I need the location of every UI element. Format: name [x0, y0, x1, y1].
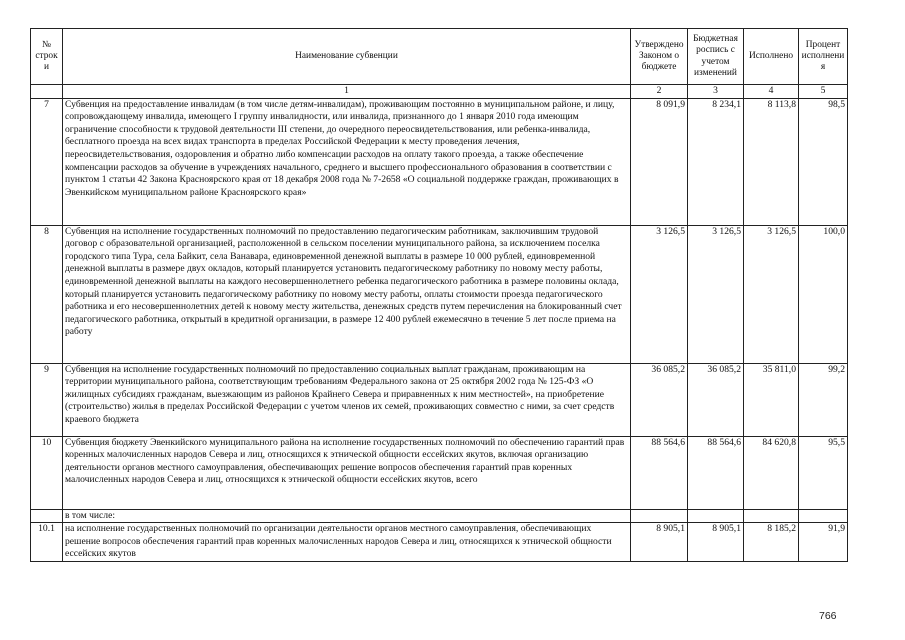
table-row: [31, 509, 848, 523]
column-number: 2: [631, 85, 688, 99]
row-number: 7: [31, 98, 63, 225]
executed-value: [744, 509, 799, 523]
budget-value: [688, 509, 744, 523]
column-number: 5: [799, 85, 848, 99]
table-row: [31, 436, 848, 509]
page-number: 766: [819, 610, 837, 622]
table-row: [31, 98, 848, 225]
header-name: Наименование субвенции: [63, 29, 631, 85]
row-number: [31, 509, 63, 523]
row-number: 10.1: [31, 523, 63, 562]
subvention-name: Субвенция на исполнение государственных полномочий по предоставлению педагогическим работникам, заключившим трудовой договор с образовательной организацией, расположенной в сельском поселении муниципального района, за исключением поселка городского типа Тура, села Байкит, села Ванавара, единовременной денежной выплаты в размере 10 000 рублей, единовременной денежной выплаты в размере двух окладов, который планируется установить педагогическому работнику по новому месту работы, единовременной денежной выплаты на каждого несовершеннолетнего ребенка педагогического работника в размере половины оклада, который планируется установить педагогическому работнику по новому месту работы, оплаты стоимости проезда педагогического работника и его несовершеннолетних детей к новому месту жительства, денежных средств путем перечисления на блокированный счет педагогического работника, открытый в кредитной организации, в размере 12 400 рублей ежемесячно в течение 5 лет после приема на работу: [63, 225, 631, 363]
percent-value: 98,5: [799, 98, 848, 225]
column-number: 3: [688, 85, 744, 99]
percent-value: 91,9: [799, 523, 848, 562]
header-row: [31, 29, 848, 85]
budget-value: 88 564,6: [688, 436, 744, 509]
approved-value: 3 126,5: [631, 225, 688, 363]
header-budget: Бюджетная роспись с учетом изменений: [688, 29, 744, 85]
table-row: [31, 225, 848, 363]
row-number: 8: [31, 225, 63, 363]
subventions-table: [30, 28, 848, 562]
budget-value: 36 085,2: [688, 363, 744, 436]
budget-value: 3 126,5: [688, 225, 744, 363]
table-row: [31, 363, 848, 436]
percent-value: 95,5: [799, 436, 848, 509]
executed-value: 8 185,2: [744, 523, 799, 562]
row-number: 9: [31, 363, 63, 436]
executed-value: 84 620,8: [744, 436, 799, 509]
percent-value: 100,0: [799, 225, 848, 363]
executed-value: 8 113,8: [744, 98, 799, 225]
header-number: № строки: [31, 29, 63, 85]
approved-value: 8 091,9: [631, 98, 688, 225]
approved-value: [631, 509, 688, 523]
subvention-name: Субвенция на исполнение государственных полномочий по предоставлению социальных выплат гражданам, проживающим на территории муниципального района, соответствующим требованиям Федерального закона от 25 октября 2002 года № 125-ФЗ «О жилищных субсидиях гражданам, выезжающим из районов Крайнего Севера и приравненных к ним местностей», на приобретение (строительство) жилья в пределах Российской Федерации с учетом членов их семей, проживающих совместно с ними, за счет средств краевого бюджета: [63, 363, 631, 436]
executed-value: 35 811,0: [744, 363, 799, 436]
row-number: 10: [31, 436, 63, 509]
percent-value: 99,2: [799, 363, 848, 436]
subvention-name: на исполнение государственных полномочий по организации деятельности органов местного самоуправления, обеспечивающих решение вопросов обеспечения гарантий прав коренных малочисленных народов Севера и лиц, относящихся к этнической общности ессейских якутов: [63, 523, 631, 562]
approved-value: 36 085,2: [631, 363, 688, 436]
approved-value: 88 564,6: [631, 436, 688, 509]
column-number: 4: [744, 85, 799, 99]
budget-value: 8 905,1: [688, 523, 744, 562]
header-executed: Исполнено: [744, 29, 799, 85]
column-number: [31, 85, 63, 99]
table-row: [31, 523, 848, 562]
column-number: 1: [63, 85, 631, 99]
column-number-row: [31, 85, 848, 99]
subvention-name: в том числе:: [63, 509, 631, 523]
executed-value: 3 126,5: [744, 225, 799, 363]
subvention-name: Субвенция на предоставление инвалидам (в том числе детям-инвалидам), проживающим постоянно в муниципальном районе, и лицу, сопровождающему инвалида, имеющего I группу инвалидности, или инвалида, признанного до 1 января 2010 года имеющим ограничение способности к трудовой деятельности III степени, до очередного переосвидетельствования, или ребенка-инвалида, бесплатного проезда на всех видах транспорта в пределах Российской Федерации к месту проведения лечения, переосвидетельствования, оздоровления и обратно либо компенсации расходов на оплату такого проезда, а также обеспечение компенсации расходов за обучение в учреждениях начального, среднего и высшего профессионального образования в соответствии с пунктом 1 статьи 42 Закона Красноярского края от 18 декабря 2008 года № 7-2658 «О социальной поддержке граждан, проживающих в Эвенкийском муниципальном районе Красноярского края»: [63, 98, 631, 225]
header-percent: Процент исполнения: [799, 29, 848, 85]
percent-value: [799, 509, 848, 523]
header-approved: Утверждено Законом о бюджете: [631, 29, 688, 85]
approved-value: 8 905,1: [631, 523, 688, 562]
budget-value: 8 234,1: [688, 98, 744, 225]
subvention-name: Субвенция бюджету Эвенкийского муниципального района на исполнение государственных полномочий по обеспечению гарантий прав коренных малочисленных народов Севера и лиц, относящихся к этнической общности ессейских якутов, включая организацию деятельности органов местного самоуправления, обеспечивающих решение вопросов обеспечения гарантий прав коренных малочисленных народов Севера и лиц, относящихся к этнической общности ессейских якутов, всего: [63, 436, 631, 509]
